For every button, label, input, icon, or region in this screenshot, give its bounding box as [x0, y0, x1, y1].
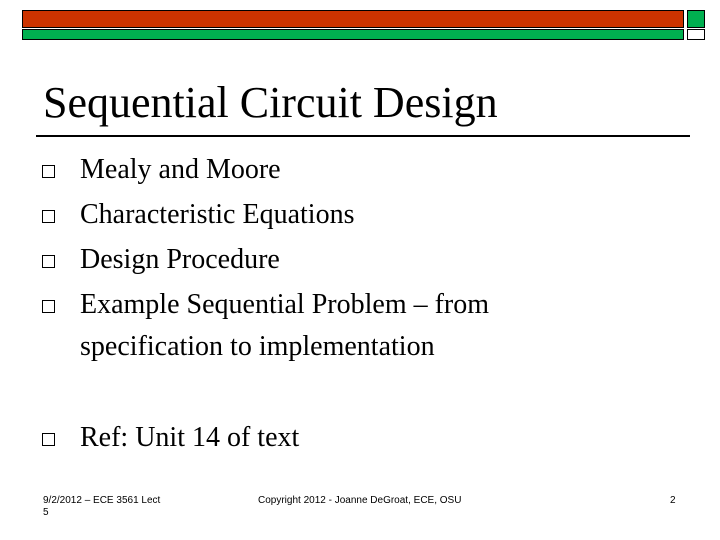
bullet-text: Design Procedure — [80, 244, 280, 275]
bullet-text: Ref: Unit 14 of text — [80, 422, 300, 453]
footer-left-line1: 9/2/2012 – ECE 3561 Lect — [43, 495, 161, 506]
footer-left-line2: 5 — [43, 507, 49, 518]
header-square-white — [687, 29, 705, 40]
title-divider — [36, 135, 690, 137]
footer-copyright: Copyright 2012 - Joanne DeGroat, ECE, OSU — [258, 495, 462, 506]
bullet-text: Characteristic Equations — [80, 199, 355, 230]
hollow-square-bullet-icon — [42, 210, 55, 223]
bullet-text-continuation: specification to implementation — [80, 331, 435, 362]
footer-page-number: 2 — [670, 495, 676, 506]
hollow-square-bullet-icon — [42, 433, 55, 446]
bullet-text: Example Sequential Problem – from — [80, 289, 490, 320]
hollow-square-bullet-icon — [42, 255, 55, 268]
footer-date-course — [43, 495, 183, 519]
header-bar-red — [22, 10, 684, 28]
hollow-square-bullet-icon — [42, 300, 55, 313]
header-bar-green — [22, 29, 684, 40]
header-square-green — [687, 10, 705, 28]
bullet-text: Mealy and Moore — [80, 154, 281, 185]
slide-title: Sequential Circuit Design — [43, 78, 498, 127]
hollow-square-bullet-icon — [42, 165, 55, 178]
